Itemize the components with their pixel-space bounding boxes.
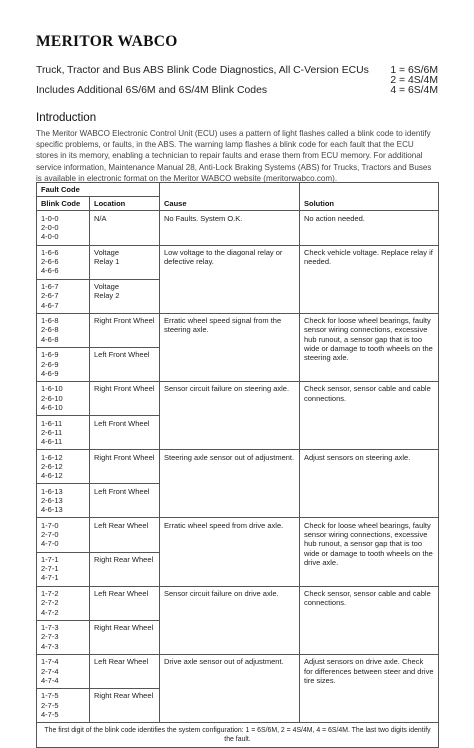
table-row: [37, 654, 439, 688]
table-row: [37, 245, 439, 279]
table-footnote-row: [37, 723, 439, 748]
solution-cell: Check vehicle voltage. Replace relay if needed.: [300, 245, 439, 313]
blink-code-cell: 1-6-7 2-6-7 4-6-7: [37, 279, 90, 313]
blink-code-cell: 1-0-0 2-0-0 4-0-0: [37, 211, 90, 245]
header-spacer: [300, 183, 439, 197]
table-row: [37, 518, 439, 552]
blink-code-cell: 1-6-6 2-6-6 4-6-6: [37, 245, 90, 279]
config-4: 4 = 6S/4M: [390, 85, 438, 96]
location-cell: Left Rear Wheel: [90, 654, 160, 688]
blink-code-cell: 1-6-8 2-6-8 4-6-8: [37, 313, 90, 347]
location-cell: Right Rear Wheel: [90, 620, 160, 654]
location-cell: Right Front Wheel: [90, 381, 160, 415]
column-header-cause: Cause: [160, 197, 300, 211]
blink-code-cell: 1-6-13 2-6-13 4-6-13: [37, 484, 90, 518]
cause-cell: No Faults. System O.K.: [160, 211, 300, 245]
header-spacer: [160, 183, 300, 197]
cause-cell: Sensor circuit failure on drive axle.: [160, 586, 300, 654]
config-2: 2 = 4S/4M: [390, 75, 438, 86]
column-header-solution: Solution: [300, 197, 439, 211]
solution-cell: Adjust sensors on drive axle. Check for differences between steer and drive tire sizes.: [300, 654, 439, 722]
solution-cell: Check for loose wheel bearings, faulty sensor wiring connections, excessive hub runout, a sensor gap that is too wide or damage to tooth wheels on the steering axle.: [300, 313, 439, 381]
solution-cell: Adjust sensors on steering axle.: [300, 450, 439, 518]
cause-cell: Low voltage to the diagonal relay or defective relay.: [160, 245, 300, 313]
config-1: 1 = 6S/6M: [390, 65, 438, 76]
intro-paragraph: The Meritor WABCO Electronic Control Unit (ECU) uses a pattern of light flashes called a blink code to identify specific problems, or faults, in the ABS. The warning lamp flashes a blink code for each fault that the ECU stores in its memory, enabling a technician to repair faults and erase them from ECU memory. For additional service information, Maintenance Manual 28, Anti-Lock Braking Systems (ABS) for Trucks, Tractors and Buses is available in electronic format on the Meritor WABCO website (meritorwabco.com).: [36, 129, 432, 183]
location-cell: Left Rear Wheel: [90, 518, 160, 552]
table-row: [37, 211, 439, 245]
solution-cell: Check for loose wheel bearings, faulty sensor wiring connections, excessive hub runout, a sensor gap that is too wide or damage to tooth wheels on the drive axle.: [300, 518, 439, 586]
table-footnote: The first digit of the blink code identifies the system configuration: 1 = 6S/6M, 2 = 4S/4M, 4 = 6S/4M. The last two digits identify the fault.: [37, 723, 439, 748]
location-cell: Right Rear Wheel: [90, 552, 160, 586]
column-header-location: Location: [90, 197, 160, 211]
cause-cell: Erratic wheel speed from drive axle.: [160, 518, 300, 586]
blink-code-cell: 1-7-1 2-7-1 4-7-1: [37, 552, 90, 586]
location-cell: Voltage Relay 2: [90, 279, 160, 313]
location-cell: Right Front Wheel: [90, 450, 160, 484]
blink-code-cell: 1-6-9 2-6-9 4-6-9: [37, 347, 90, 381]
blink-code-cell: 1-6-12 2-6-12 4-6-12: [37, 450, 90, 484]
table-row: [37, 313, 439, 347]
blink-code-cell: 1-7-3 2-7-3 4-7-3: [37, 620, 90, 654]
blink-code-cell: 1-7-2 2-7-2 4-7-2: [37, 586, 90, 620]
brand-logo: MERITOR WABCO: [36, 33, 178, 50]
solution-cell: Check sensor, sensor cable and cable connections.: [300, 586, 439, 654]
location-cell: Left Front Wheel: [90, 347, 160, 381]
location-cell: Left Rear Wheel: [90, 586, 160, 620]
table-row: [37, 586, 439, 620]
title-line-2: [36, 85, 438, 96]
solution-cell: No action needed.: [300, 211, 439, 245]
cause-cell: Sensor circuit failure on steering axle.: [160, 381, 300, 449]
location-cell: Right Front Wheel: [90, 313, 160, 347]
cause-cell: Erratic wheel speed signal from the steering axle.: [160, 313, 300, 381]
blink-code-cell: 1-6-11 2-6-11 4-6-11: [37, 416, 90, 450]
location-cell: Voltage Relay 1: [90, 245, 160, 279]
fault-code-header: Fault Code: [37, 183, 160, 197]
location-cell: Right Rear Wheel: [90, 688, 160, 722]
document-subtitle: Includes Additional 6S/6M and 6S/4M Blink Codes: [36, 85, 268, 96]
location-cell: Left Front Wheel: [90, 484, 160, 518]
title-line-1: [36, 65, 438, 76]
blink-code-cell: 1-7-0 2-7-0 4-7-0: [37, 518, 90, 552]
solution-cell: Check sensor, sensor cable and cable connections.: [300, 381, 439, 449]
column-header-blink-code: Blink Code: [37, 197, 90, 211]
blink-code-cell: 1-6-10 2-6-10 4-6-10: [37, 381, 90, 415]
table-row: [37, 450, 439, 484]
blink-code-cell: 1-7-4 2-7-4 4-7-4: [37, 654, 90, 688]
intro-heading: Introduction: [36, 112, 97, 124]
location-cell: Left Front Wheel: [90, 416, 160, 450]
blink-code-table: [36, 182, 439, 748]
cause-cell: Drive axle sensor out of adjustment.: [160, 654, 300, 722]
blink-code-cell: 1-7-5 2-7-5 4-7-5: [37, 688, 90, 722]
document-title: Truck, Tractor and Bus ABS Blink Code Diagnostics, All C-Version ECUs: [36, 65, 369, 76]
location-cell: N/A: [90, 211, 160, 245]
cause-cell: Steering axle sensor out of adjustment.: [160, 450, 300, 518]
table-row: [37, 381, 439, 415]
